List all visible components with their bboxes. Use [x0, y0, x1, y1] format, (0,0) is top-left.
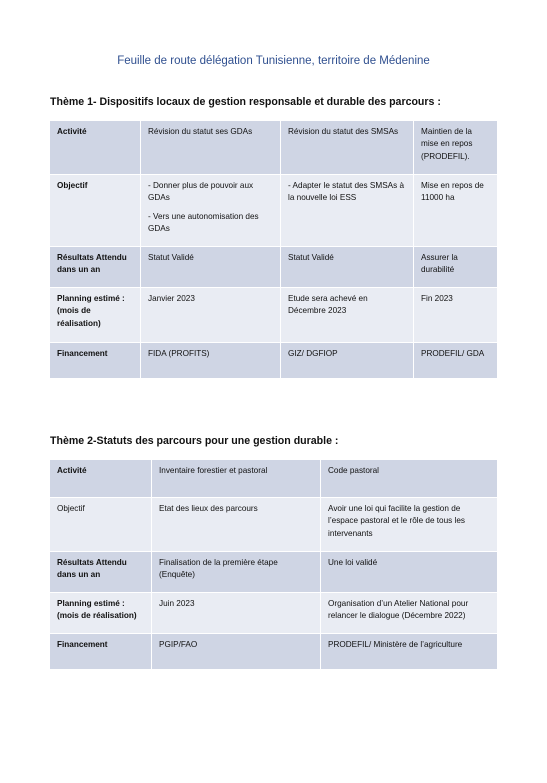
table-row — [50, 552, 497, 593]
row-label: Financement — [50, 634, 152, 670]
cell-text: Avoir une loi qui facilite la gestion de l’espace pastoral et le rôle de tous les intervenants — [328, 504, 465, 538]
table-cell — [414, 343, 497, 379]
cell-text: Maintien de la mise en repos (PRODEFIL). — [421, 127, 473, 161]
row-label: Activité — [50, 121, 141, 175]
table-cell — [414, 175, 497, 247]
theme1-heading: Thème 1- Dispositifs locaux de gestion responsable et durable des parcours : — [50, 96, 441, 108]
cell-text: - Donner plus de pouvoir aux GDAs — [148, 181, 254, 203]
cell-text: GIZ/ DGFIOP — [288, 349, 338, 358]
table-cell — [414, 247, 497, 288]
cell-text: Organisation d’un Atelier National pour relancer le dialogue (Décembre 2022) — [328, 599, 469, 621]
table-cell — [281, 121, 414, 175]
row-label: Objectif — [50, 498, 152, 552]
cell-text: Etat des lieux des parcours — [159, 504, 258, 513]
table-cell — [321, 593, 497, 634]
table-cell — [141, 288, 281, 343]
table-row — [50, 593, 497, 634]
cell-text: Une loi validé — [328, 558, 378, 567]
table-row — [50, 247, 497, 288]
table-row — [50, 498, 497, 552]
cell-text: PGIP/FAO — [159, 640, 198, 649]
table-cell — [414, 288, 497, 343]
table-row — [50, 460, 497, 498]
row-label: Résultats Attendu dans un an — [50, 552, 152, 593]
row-label: Résultats Attendu dans un an — [50, 247, 141, 288]
table-cell — [152, 460, 321, 498]
document-title: Feuille de route délégation Tunisienne, territoire de Médenine — [117, 55, 430, 67]
row-label: Planning estimé : (mois de réalisation) — [50, 593, 152, 634]
table-row — [50, 634, 497, 670]
table-cell — [141, 175, 281, 247]
table-cell — [152, 552, 321, 593]
table-cell — [281, 343, 414, 379]
row-label: Objectif — [50, 175, 141, 247]
table-cell — [414, 121, 497, 175]
table-cell — [152, 634, 321, 670]
cell-text: Janvier 2023 — [148, 294, 195, 303]
cell-text: FIDA (PROFITS) — [148, 349, 210, 358]
cell-text: - Vers une autonomisation des GDAs — [148, 211, 259, 233]
cell-text: Fin 2023 — [421, 294, 453, 303]
table-cell — [321, 498, 497, 552]
row-label: Planning estimé : (mois de réalisation) — [50, 288, 141, 343]
cell-text: - Adapter le statut des SMSAs à la nouvelle loi ESS — [288, 181, 405, 203]
cell-text: Juin 2023 — [159, 599, 195, 608]
table-cell — [321, 634, 497, 670]
cell-text: Mise en repos de 11000 ha — [421, 181, 484, 203]
row-label: Financement — [50, 343, 141, 379]
cell-text: PRODEFIL/ Ministère de l’agriculture — [328, 640, 463, 649]
table-cell — [321, 552, 497, 593]
theme2-heading: Thème 2-Statuts des parcours pour une gestion durable : — [50, 435, 339, 447]
table-row — [50, 121, 497, 175]
theme1-table — [50, 121, 497, 379]
cell-text: Révision du statut des SMSAs — [288, 127, 399, 136]
table-cell — [321, 460, 497, 498]
cell-text: Code pastoral — [328, 466, 379, 475]
table-row — [50, 175, 497, 247]
theme1-table-body — [50, 121, 497, 379]
table-cell — [281, 288, 414, 343]
table-cell — [152, 498, 321, 552]
table-cell — [152, 593, 321, 634]
theme2-table-body — [50, 460, 497, 670]
theme2-table — [50, 460, 497, 670]
table-cell — [141, 247, 281, 288]
cell-text: Révision du statut ses GDAs — [148, 127, 253, 136]
table-cell — [141, 343, 281, 379]
cell-text: Statut Validé — [288, 253, 334, 262]
table-row — [50, 343, 497, 379]
table-row — [50, 288, 497, 343]
cell-text: PRODEFIL/ GDA — [421, 349, 485, 358]
row-label: Activité — [50, 460, 152, 498]
table-cell — [141, 121, 281, 175]
cell-text: Inventaire forestier et pastoral — [159, 466, 268, 475]
cell-text: Finalisation de la première étape (Enquête) — [159, 558, 278, 580]
cell-text: Assurer la durabilité — [421, 253, 458, 275]
table-cell — [281, 247, 414, 288]
cell-text: Statut Validé — [148, 253, 194, 262]
table-cell — [281, 175, 414, 247]
cell-text: Etude sera achevé en Décembre 2023 — [288, 294, 368, 316]
